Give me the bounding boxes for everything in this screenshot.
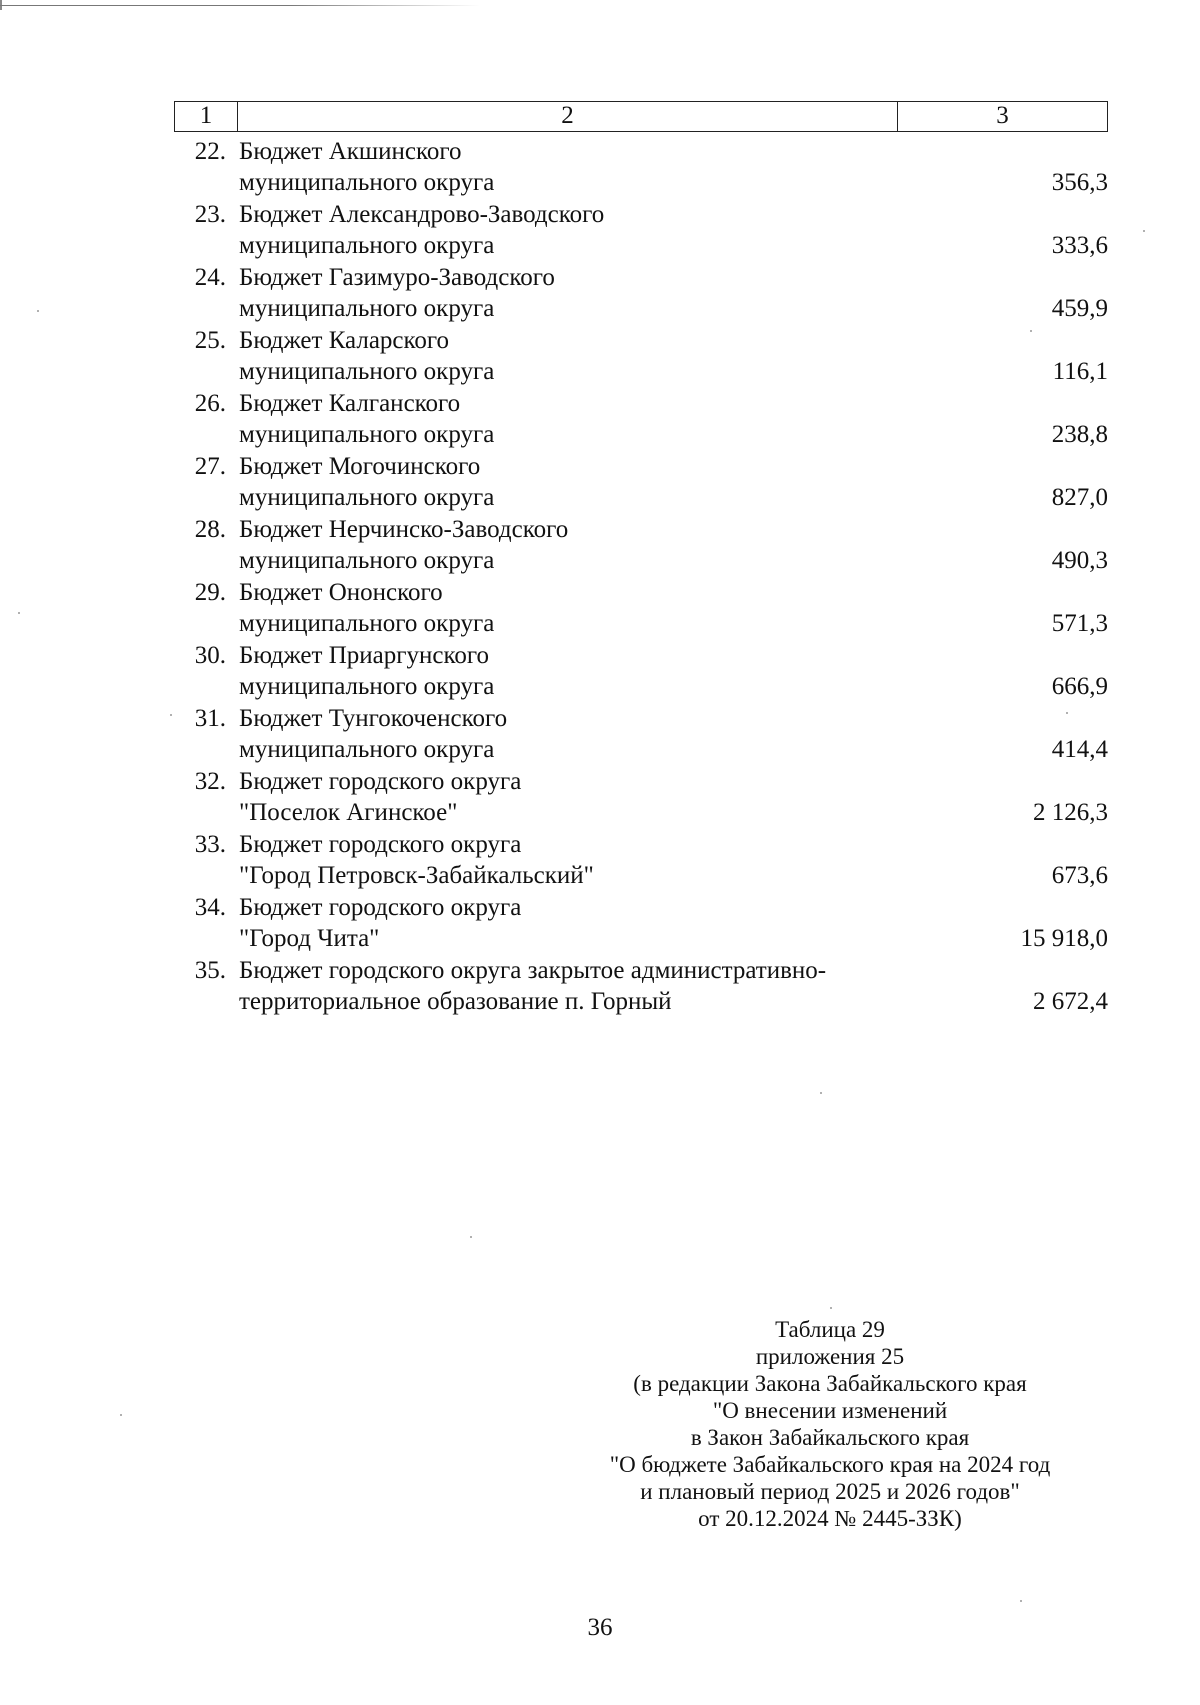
row-value: 15 918,0	[1020, 925, 1108, 952]
caption-line: и плановый период 2025 и 2026 годов"	[640, 1479, 1020, 1504]
row-name-line2: муниципального округа	[239, 358, 495, 385]
row-number: 31.	[194, 705, 226, 732]
row-value: 666,9	[1051, 673, 1108, 700]
row-value: 238,8	[1051, 421, 1108, 448]
row-name-line2: муниципального округа	[239, 421, 495, 448]
table-row	[174, 199, 1108, 262]
table-row	[174, 136, 1108, 199]
row-name-line1: Бюджет Приаргунского	[239, 642, 489, 669]
row-name-line2: муниципального округа	[239, 610, 495, 637]
row-number: 35.	[194, 957, 226, 984]
scan-speck	[37, 310, 39, 312]
table-row	[174, 703, 1108, 766]
table-row	[174, 577, 1108, 640]
table-row	[174, 514, 1108, 577]
table-row	[174, 262, 1108, 325]
row-value: 2 126,3	[1033, 799, 1108, 826]
row-name-line1: Бюджет Ононского	[239, 579, 443, 606]
row-name-line2: муниципального округа	[239, 547, 495, 574]
row-name-line2: муниципального округа	[239, 736, 495, 763]
row-name-line2: "Город Чита"	[239, 925, 380, 952]
header-cell-2: 2	[238, 102, 898, 131]
caption-line: "О внесении изменений	[712, 1398, 948, 1423]
row-value: 459,9	[1051, 295, 1108, 322]
scan-edge-line	[0, 5, 480, 6]
row-value: 333,6	[1051, 232, 1108, 259]
row-name-line1: Бюджет городского округа	[239, 894, 522, 921]
row-value: 116,1	[1052, 358, 1108, 385]
row-number: 22.	[194, 138, 226, 165]
scan-speck	[1030, 330, 1032, 332]
table-row	[174, 766, 1108, 829]
row-value: 356,3	[1051, 169, 1108, 196]
row-name-line1: Бюджет Акшинского	[239, 138, 462, 165]
row-name-line1: Бюджет городского округа	[239, 831, 522, 858]
row-name-line1: Бюджет Нерчинско-Заводского	[239, 516, 569, 543]
scan-speck	[820, 1092, 822, 1094]
row-name-line1: Бюджет Могочинского	[239, 453, 481, 480]
caption-line: (в редакции Закона Забайкальского края	[633, 1371, 1027, 1396]
header-cell-1: 1	[175, 102, 238, 131]
row-number: 24.	[194, 264, 226, 291]
row-number: 23.	[194, 201, 226, 228]
caption-line: "О бюджете Забайкальского края на 2024 год	[609, 1452, 1051, 1477]
table-row	[174, 451, 1108, 514]
scan-speck	[830, 1307, 832, 1309]
caption-line: Таблица 29	[775, 1317, 885, 1342]
row-number: 33.	[194, 831, 226, 858]
row-value: 414,4	[1051, 736, 1108, 763]
scan-speck	[470, 1236, 472, 1238]
page-number: 36	[587, 1614, 613, 1641]
row-number: 34.	[194, 894, 226, 921]
row-name-line2: территориальное образование п. Горный	[239, 988, 672, 1015]
row-name-line1: Бюджет городского округа закрытое административно-	[239, 957, 827, 984]
table-row	[174, 829, 1108, 892]
row-number: 29.	[194, 579, 226, 606]
scan-speck	[1066, 712, 1068, 714]
row-name-line2: "Поселок Агинское"	[239, 799, 458, 826]
row-name-line2: муниципального округа	[239, 232, 495, 259]
row-name-line1: Бюджет Каларского	[239, 327, 450, 354]
row-name-line1: Бюджет Александрово-Заводского	[239, 201, 605, 228]
table-caption	[560, 1316, 1100, 1532]
row-name-line1: Бюджет Калганского	[239, 390, 461, 417]
row-number: 26.	[194, 390, 226, 417]
table-row	[174, 892, 1108, 955]
table-body	[174, 136, 1108, 1018]
row-name-line2: "Город Петровск-Забайкальский"	[239, 862, 594, 889]
row-number: 27.	[194, 453, 226, 480]
table-header	[174, 101, 1108, 132]
row-name-line2: муниципального округа	[239, 169, 495, 196]
row-value: 673,6	[1051, 862, 1108, 889]
scan-speck	[120, 1414, 122, 1416]
row-name-line1: Бюджет городского округа	[239, 768, 522, 795]
scan-speck	[1020, 1600, 1022, 1602]
table-row	[174, 325, 1108, 388]
row-number: 32.	[194, 768, 226, 795]
caption-line: в Закон Забайкальского края	[690, 1425, 970, 1450]
row-value: 2 672,4	[1033, 988, 1108, 1015]
row-value: 490,3	[1051, 547, 1108, 574]
row-number: 28.	[194, 516, 226, 543]
table-row	[174, 388, 1108, 451]
scan-speck	[18, 612, 20, 614]
row-name-line2: муниципального округа	[239, 673, 495, 700]
row-name-line2: муниципального округа	[239, 484, 495, 511]
scan-speck	[170, 714, 172, 716]
row-name-line1: Бюджет Тунгокоченского	[239, 705, 508, 732]
scan-speck	[1143, 230, 1145, 232]
row-number: 25.	[194, 327, 226, 354]
table-row	[174, 640, 1108, 703]
row-value: 571,3	[1051, 610, 1108, 637]
caption-line: от 20.12.2024 № 2445-ЗЗК)	[698, 1506, 962, 1531]
caption-line: приложения 25	[755, 1344, 905, 1369]
header-cell-3: 3	[996, 102, 1009, 129]
row-value: 827,0	[1051, 484, 1108, 511]
row-name-line2: муниципального округа	[239, 295, 495, 322]
row-name-line1: Бюджет Газимуро-Заводского	[239, 264, 555, 291]
row-number: 30.	[194, 642, 226, 669]
table-row	[174, 955, 1108, 1018]
